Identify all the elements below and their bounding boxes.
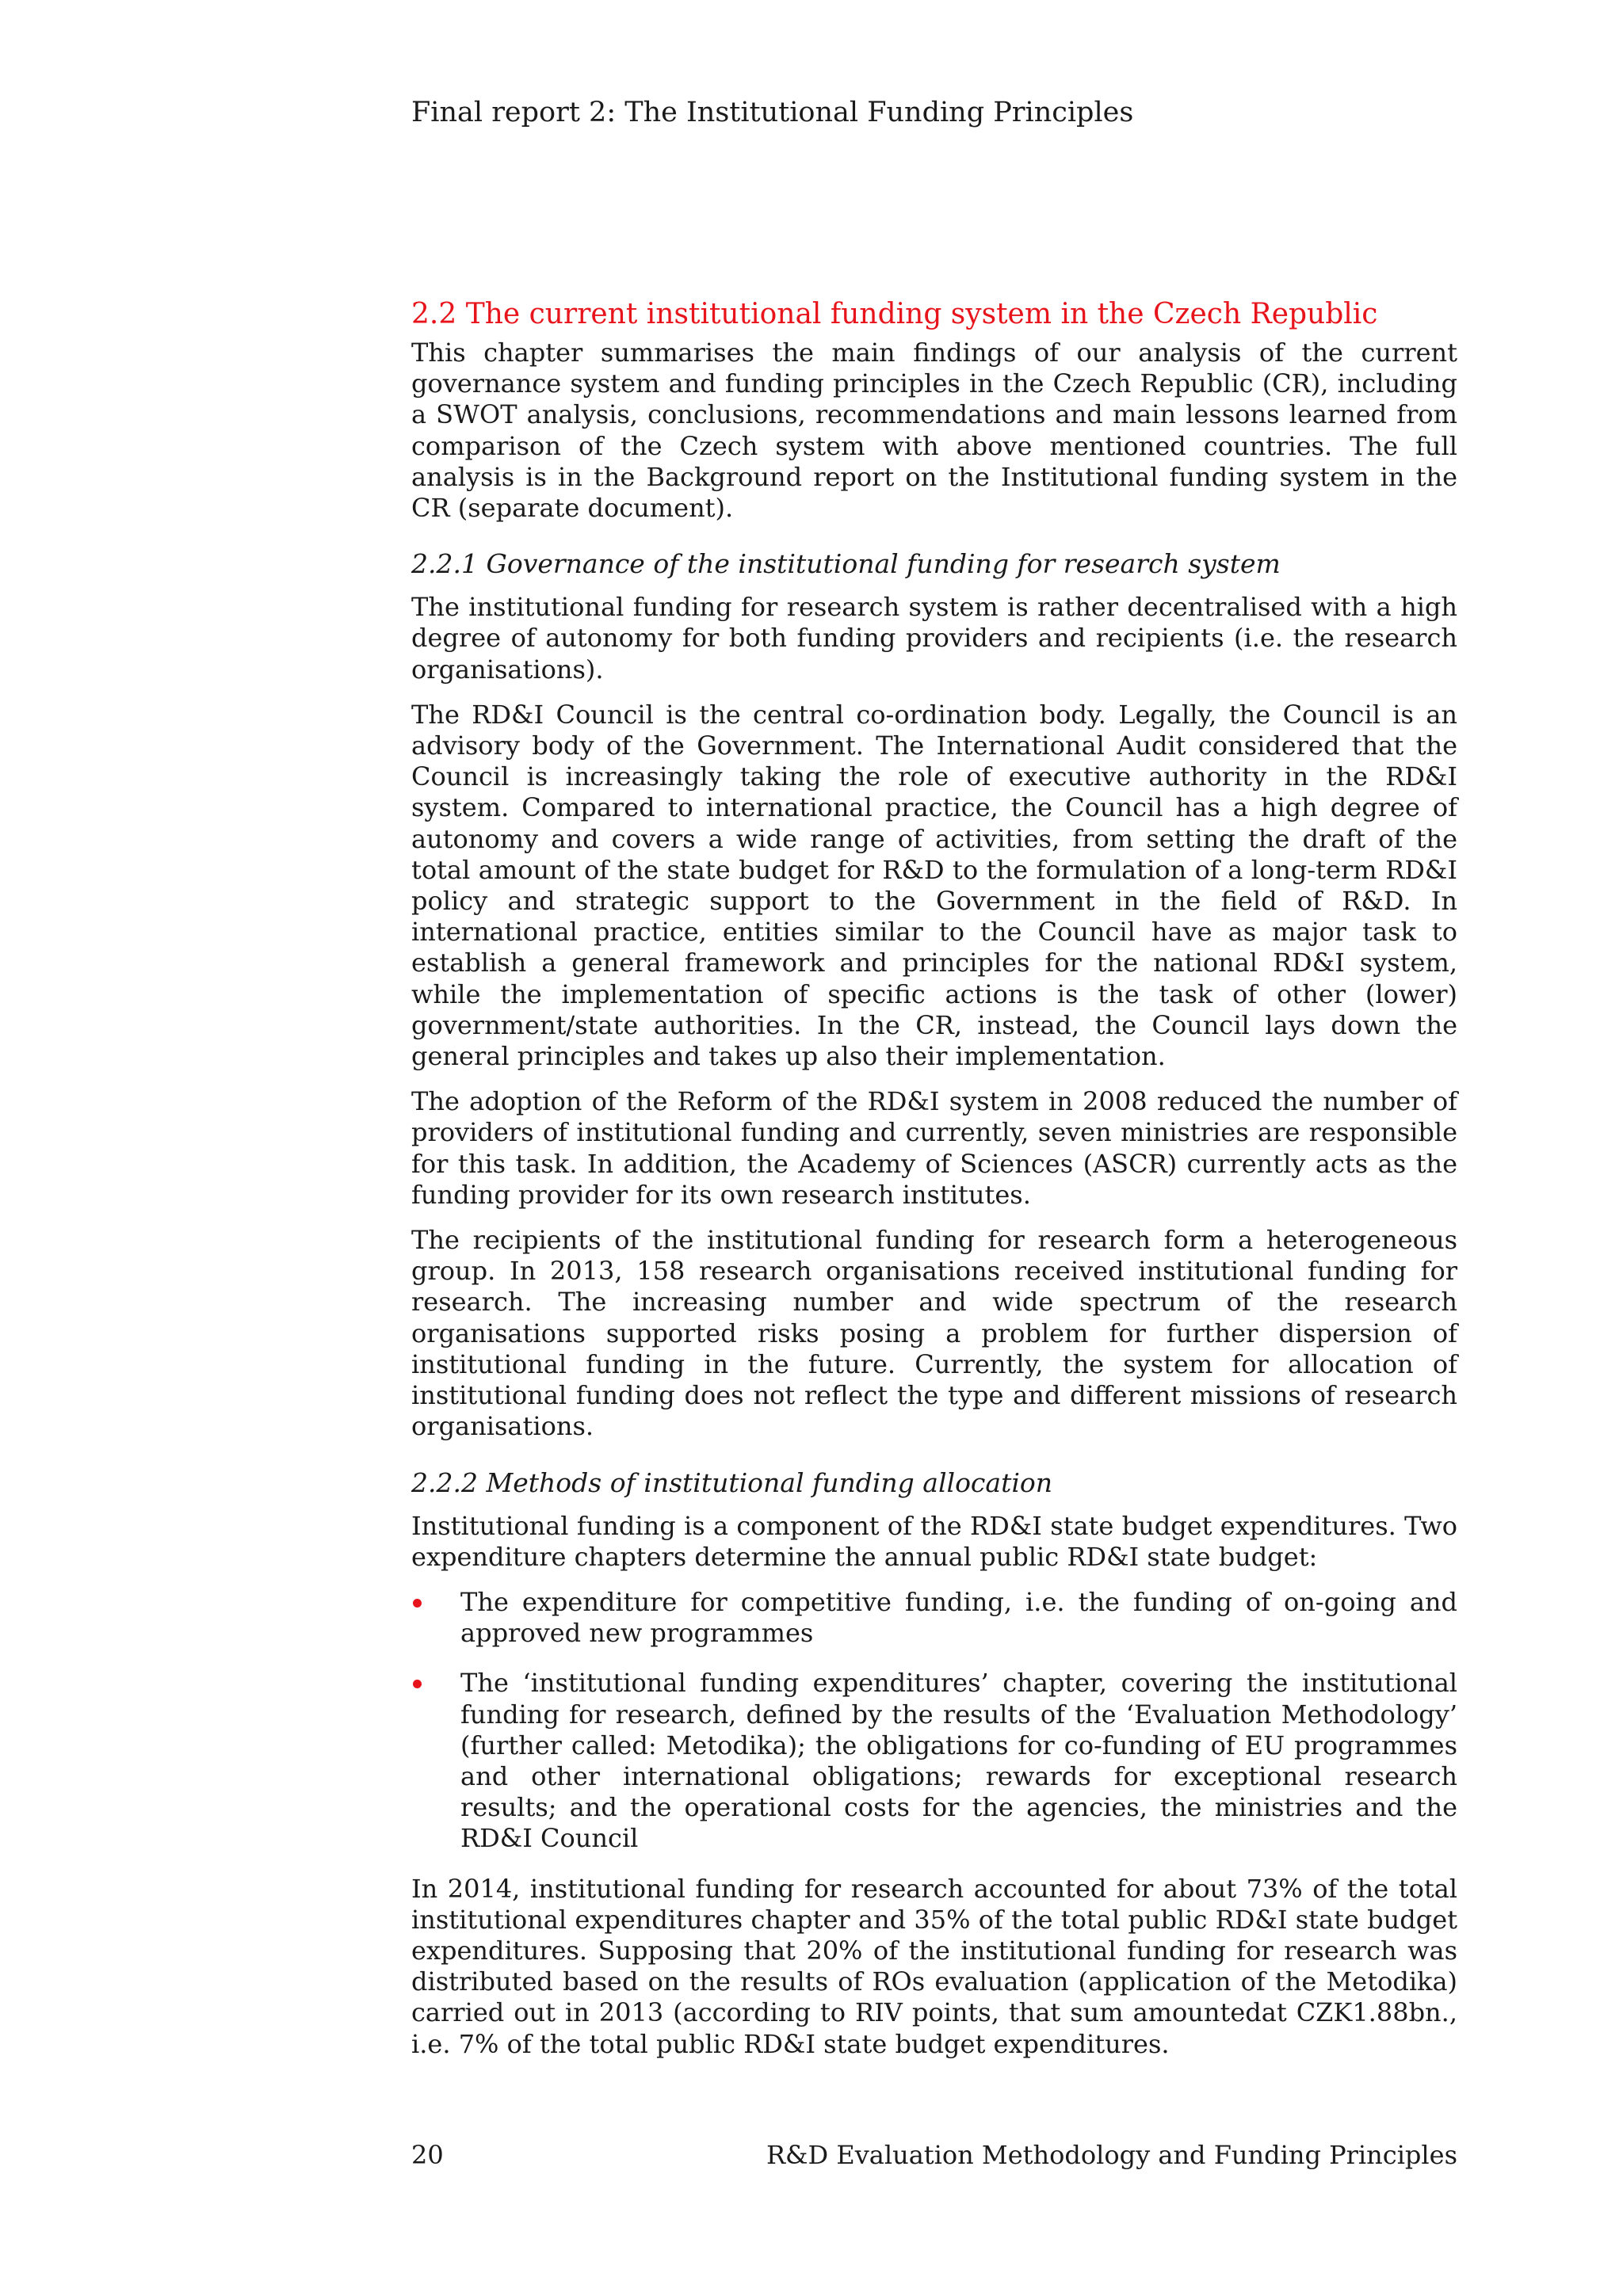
subsection-heading-methods [411, 1465, 1457, 1501]
paragraph: The recipients of the institutional funding for research form a heterogeneous group. In 2013, 158 research organisations received institutional funding for research. The increasing number and wide spectrum of the research organisations supported risks posing a problem for further dispersion of institutional funding in the future. Currently, the system for allocation of institutional funding does not reflect the type and different missions of research organisations. [411, 1225, 1457, 1442]
subsection-number: 2.2.2 [411, 1466, 478, 1498]
subsection-title: Governance of the institutional funding for research system [486, 548, 1281, 580]
bullet-list [411, 1587, 1457, 1855]
footer-title: R&D Evaluation Methodology and Funding Principles [766, 2140, 1457, 2170]
page-footer [411, 2138, 1457, 2172]
subsection-title: Methods of institutional funding allocation [486, 1466, 1053, 1498]
page-number: 20 [411, 2140, 444, 2170]
section-heading: 2.2 The current institutional funding system in the Czech Republic [411, 298, 1378, 330]
paragraph: In 2014, institutional funding for research accounted for about 73% of the total institutional expenditures chapter and 35% of the total public RD&I state budget expenditures. Supposing that 20% of the institutional funding for research was distributed based on the results of ROs evaluation (application of the Metodika) carried out in 2013 (according to RIV points, that sum amountedat CZK1.88bn., i.e. 7% of the total public RD&I state budget expenditures. [411, 1873, 1457, 2059]
subsection-number: 2.2.1 [411, 548, 478, 580]
main-content [411, 295, 1457, 2074]
paragraph: The institutional funding for research system is rather decentralised with a high degree of autonomy for both funding providers and recipients (i.e. the research organisations). [411, 592, 1457, 685]
subsection-heading-governance [411, 546, 1457, 582]
bullet-icon [413, 1599, 422, 1608]
list-item [411, 1668, 1457, 1854]
paragraph: Institutional funding is a component of the RD&I state budget expenditures. Two expenditure chapters determine the annual public RD&I state budget: [411, 1510, 1457, 1572]
list-item [411, 1587, 1457, 1649]
list-item-text: The expenditure for competitive funding, i.e. the funding of on-going and approved new programmes [460, 1586, 1457, 1649]
section-intro: This chapter summarises the main findings of our analysis of the current governance system and funding principles in the Czech Republic (CR), including a SWOT analysis, conclusions, recommendations and main lessons learned from comparison of the Czech system with above mentioned countries. The full analysis is in the Background report on the Institutional funding system in the CR (separate document). [411, 338, 1457, 524]
paragraph: The adoption of the Reform of the RD&I system in 2008 reduced the number of providers of institutional funding and currently, seven ministries are responsible for this task. In addition, the Academy of Sciences (ASCR) currently acts as the funding provider for its own research institutes. [411, 1086, 1457, 1210]
bullet-icon [413, 1680, 422, 1688]
running-header: Final report 2: The Institutional Funding Principles [411, 97, 1134, 128]
list-item-text: The ‘institutional funding expenditures’ chapter, covering the institutional funding for research, defined by the results of the ‘Evaluation Methodology’ (further called: Metodika); the obligations for co-funding of EU programmes and other international obligations; rewards for exceptional research results; and the operational costs for the agencies, the ministries and the RD&I Council [460, 1668, 1457, 1854]
paragraph: The RD&I Council is the central co-ordination body. Legally, the Council is an advisory body of the Government. The International Audit considered that the Council is increasingly taking the role of executive authority in the RD&I system. Compared to international practice, the Council has a high degree of autonomy and covers a wide range of activities, from setting the draft of the total amount of the state budget for R&D to the formulation of a long-term RD&I policy and strategic support to the Government in the field of R&D. In international practice, entities similar to the Council have as major task to establish a general framework and principles for the national RD&I system, while the implementation of specific actions is the task of other (lower) government/state authorities. In the CR, instead, the Council lays down the general principles and takes up also their implementation. [411, 699, 1457, 1072]
